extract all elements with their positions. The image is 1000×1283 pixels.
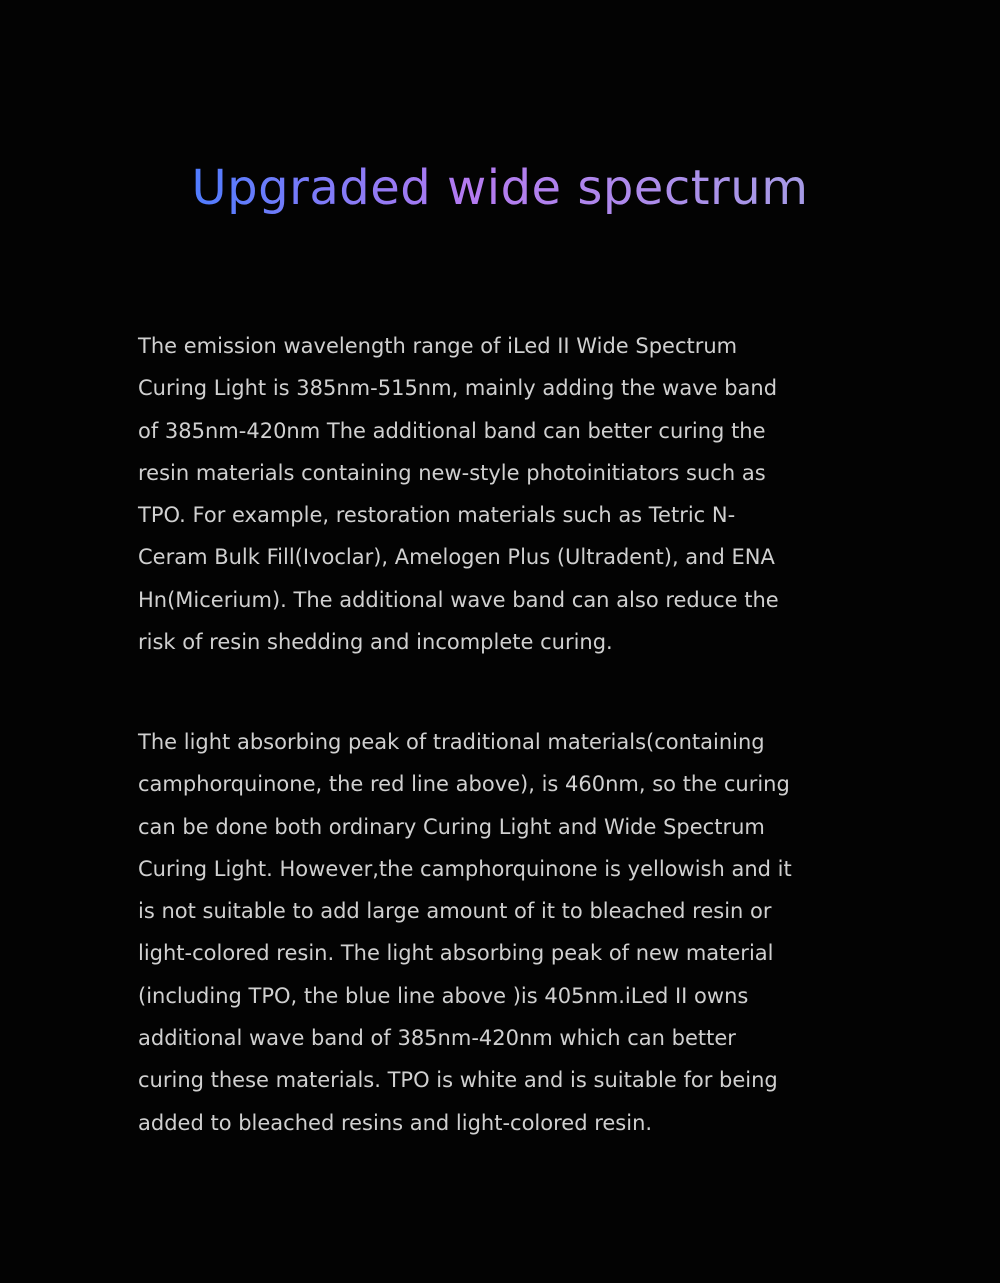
text-line: Curing Light. However,the camphorquinone is yellowish and it: [138, 856, 792, 881]
text-line: resin materials containing new-style photoinitiators such as: [138, 460, 766, 485]
paragraph-wavelength-range: [138, 325, 898, 663]
text-line: added to bleached resins and light-colored resin.: [138, 1110, 653, 1135]
text-line: light-colored resin. The light absorbing peak of new material: [138, 941, 774, 966]
text-line: The emission wavelength range of iLed II Wide Spectrum: [138, 334, 738, 358]
page-title: [0, 155, 1000, 221]
text-line: is not suitable to add large amount of it to bleached resin or: [138, 899, 772, 924]
text-line: of 385nm-420nm The additional band can better curing the: [138, 418, 766, 443]
page-title-text: Upgraded wide spectrum: [192, 155, 809, 221]
text-line: TPO. For example, restoration materials such as Tetric N-: [138, 503, 736, 528]
text-line: The light absorbing peak of traditional materials(containing: [138, 730, 765, 754]
text-line: Curing Light is 385nm-515nm, mainly adding the wave band: [138, 376, 778, 401]
text-line: can be done both ordinary Curing Light and Wide Spectrum: [138, 814, 765, 839]
text-line: additional wave band of 385nm-420nm which can better: [138, 1026, 736, 1051]
text-line: camphorquinone, the red line above), is 460nm, so the curing: [138, 772, 790, 797]
text-line: curing these materials. TPO is white and is suitable for being: [138, 1068, 778, 1093]
paragraph-absorbing-peak: [138, 721, 898, 1144]
text-line: Hn(Micerium). The additional wave band can also reduce the: [138, 587, 779, 612]
text-line: (including TPO, the blue line above )is 405nm.iLed II owns: [138, 983, 749, 1008]
text-line: Ceram Bulk Fill(Ivoclar), Amelogen Plus (Ultradent), and ENA: [138, 545, 775, 570]
text-line: risk of resin shedding and incomplete curing.: [138, 630, 613, 655]
